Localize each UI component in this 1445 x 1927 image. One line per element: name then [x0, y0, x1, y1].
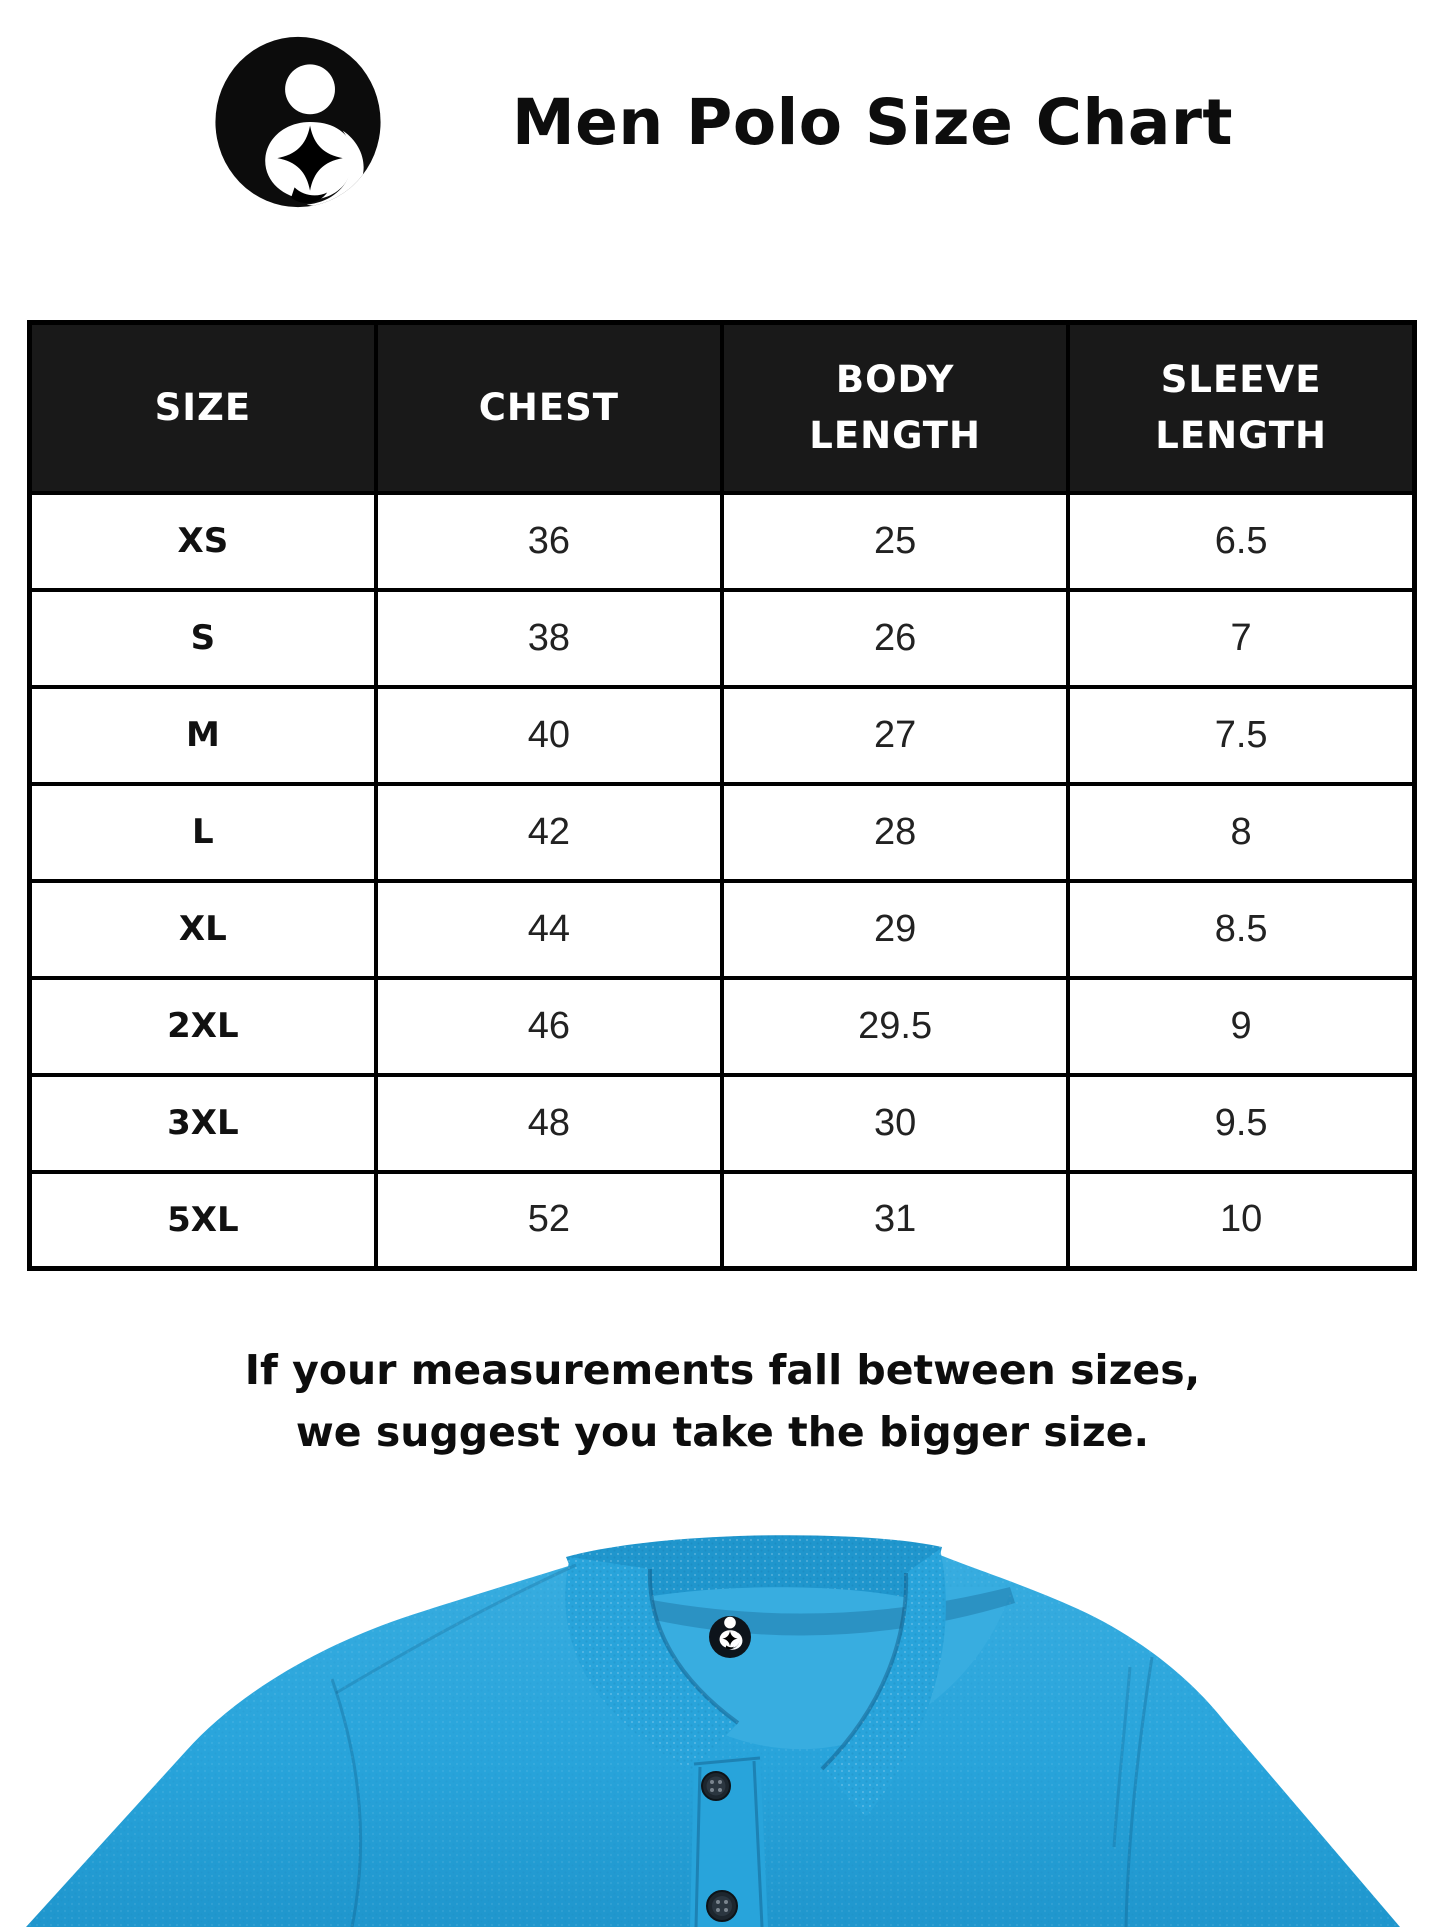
cell-body-length-5xl: 31 — [722, 1172, 1068, 1269]
brand-logo-icon — [212, 36, 384, 208]
size-label-xl: XL — [30, 881, 376, 978]
polo-shirt-image — [0, 1517, 1445, 1927]
sizing-note — [0, 1340, 1445, 1463]
polo-button-top — [702, 1772, 730, 1800]
cell-sleeve-length-2xl: 9 — [1068, 978, 1414, 1075]
size-label-m: M — [30, 687, 376, 784]
size-label-3xl: 3XL — [30, 1075, 376, 1172]
cell-sleeve-length-3xl: 9.5 — [1068, 1075, 1414, 1172]
table-row-m — [30, 687, 1415, 784]
polo-button-bottom — [707, 1891, 737, 1921]
table-row-xs — [30, 493, 1415, 590]
column-header-size: SIZE — [30, 323, 376, 493]
size-label-xs: XS — [30, 493, 376, 590]
table-head — [30, 323, 1415, 493]
table-row-s — [30, 590, 1415, 687]
cell-body-length-m: 27 — [722, 687, 1068, 784]
cell-body-length-s: 26 — [722, 590, 1068, 687]
cell-body-length-xs: 25 — [722, 493, 1068, 590]
size-label-s: S — [30, 590, 376, 687]
size-label-l: L — [30, 784, 376, 881]
column-header-body-length: BODY LENGTH — [722, 323, 1068, 493]
cell-sleeve-length-xs: 6.5 — [1068, 493, 1414, 590]
cell-body-length-2xl: 29.5 — [722, 978, 1068, 1075]
cell-body-length-xl: 29 — [722, 881, 1068, 978]
table-row-xl — [30, 881, 1415, 978]
table-header-row — [30, 323, 1415, 493]
cell-sleeve-length-5xl: 10 — [1068, 1172, 1414, 1269]
cell-chest-l: 42 — [376, 784, 722, 881]
cell-sleeve-length-m: 7.5 — [1068, 687, 1414, 784]
cell-body-length-l: 28 — [722, 784, 1068, 881]
cell-chest-s: 38 — [376, 590, 722, 687]
cell-chest-m: 40 — [376, 687, 722, 784]
cell-sleeve-length-xl: 8.5 — [1068, 881, 1414, 978]
table-body — [30, 493, 1415, 1269]
column-header-chest: CHEST — [376, 323, 722, 493]
sizing-note-line-1: If your measurements fall between sizes, — [244, 1346, 1201, 1394]
cell-sleeve-length-l: 8 — [1068, 784, 1414, 881]
size-chart-table — [27, 320, 1417, 1271]
column-header-sleeve-length: SLEEVE LENGTH — [1068, 323, 1414, 493]
size-label-5xl: 5XL — [30, 1172, 376, 1269]
cell-sleeve-length-s: 7 — [1068, 590, 1414, 687]
page-title: Men Polo Size Chart — [511, 85, 1234, 159]
size-label-2xl: 2XL — [30, 978, 376, 1075]
cell-chest-xs: 36 — [376, 493, 722, 590]
cell-chest-3xl: 48 — [376, 1075, 722, 1172]
table-row-l — [30, 784, 1415, 881]
cell-chest-5xl: 52 — [376, 1172, 722, 1269]
cell-chest-2xl: 46 — [376, 978, 722, 1075]
cell-body-length-3xl: 30 — [722, 1075, 1068, 1172]
table-row-2xl — [30, 978, 1415, 1075]
table-row-3xl — [30, 1075, 1415, 1172]
brand-header — [0, 36, 1445, 208]
sizing-note-line-2: we suggest you take the bigger size. — [295, 1407, 1150, 1456]
table-row-5xl — [30, 1172, 1415, 1269]
cell-chest-xl: 44 — [376, 881, 722, 978]
